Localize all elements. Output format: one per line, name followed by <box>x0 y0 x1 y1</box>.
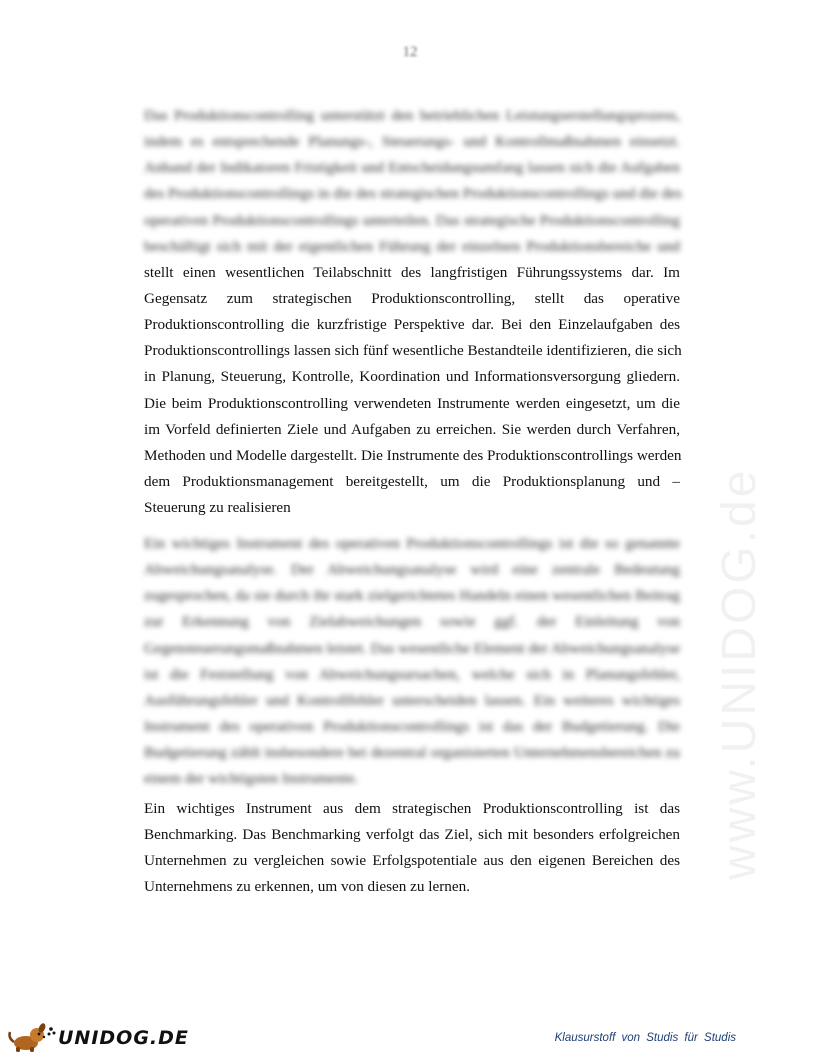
blurred-text-line: Das Produktionscontrolling unterstützt den betrieblichen Leistungserstellungsprozess, <box>144 107 680 124</box>
blurred-text-line: ist die Feststellung von Abweichungsursachen, welche sich in Planungsfehler, <box>144 665 680 683</box>
blurred-text-line: Budgetierung zählt insbesondere bei dezentral organisierten Unternehmensbereichen zu <box>144 744 680 762</box>
blurred-text-line: Anhand der Indikatoren Fristigkeit und Entscheidungsumfang lassen sich die Aufgaben <box>144 159 680 177</box>
paragraph-2 <box>144 531 680 792</box>
text-line: Produktionscontrollings lassen sich fünf wesentliche Bestandteile identifizieren, die sich <box>144 342 682 360</box>
text-line: Gegensatz zum strategischen Produktionscontrolling, stellt das operative <box>144 289 680 307</box>
logo-text: UNIDOG.DE <box>58 1027 189 1049</box>
blurred-text-line: Gegensteuerungsmaßnahmen leistet. Das wesentliche Element der Abweichungsanalyse <box>144 639 680 657</box>
footer-logo[interactable] <box>6 1024 189 1052</box>
dog-mascot-icon <box>6 1024 56 1052</box>
text-line: Steuerung zu realisieren <box>144 499 291 517</box>
blurred-text-line: zugesprochen, da sie durch ihr stark zielgerichtetes Handeln einen wesentlichen Beitrag <box>144 587 680 605</box>
text-line: Die beim Produktionscontrolling verwendeten Instrumente werden eingesetzt, um die <box>144 394 680 412</box>
text-line: Benchmarking. Das Benchmarking verfolgt das Ziel, sich mit besonders erfolgreichen <box>144 826 680 844</box>
blurred-text-line: indem es entsprechende Planungs-, Steuerungs- und Kontrollmaßnahmen einsetzt. <box>144 133 680 151</box>
text-line: Produktionscontrolling die kurzfristige Perspektive dar. Bei den Einzelaufgaben des <box>144 316 680 334</box>
watermark: www.UNIDOG.de <box>713 467 766 880</box>
blurred-text-line: Instrument des operativen Produktionscontrollings ist das der Budgetierung. Die <box>144 717 680 735</box>
blurred-text-line: des Produktionscontrollings in die des strategischen Produktionscontrollings und die des <box>144 185 682 203</box>
text-line: im Vorfeld definierten Ziele und Aufgaben zu erreichen. Sie werden durch Verfahren, <box>144 420 680 438</box>
blurred-text-line: einem der wichtigsten Instrumente. <box>144 770 359 788</box>
paragraph-1 <box>144 103 680 521</box>
blurred-text-line: Ausführungsfehler und Kontrollfehler unterscheiden lassen. Ein weiteres wichtiges <box>144 691 680 709</box>
text-line: Unternehmens zu erkennen, um von diesen zu lernen. <box>144 878 470 896</box>
text-line: Methoden und Modelle dargestellt. Die Instrumente des Produktionscontrollings werden <box>144 446 682 464</box>
blurred-text-line: zur Erkennung von Zielabweichungen sowie ggf. der Einleitung von <box>144 613 680 631</box>
text-line: in Planung, Steuerung, Kontrolle, Koordination und Informationsversorgung gliedern. <box>144 368 680 386</box>
paragraph-3 <box>144 796 680 901</box>
text-line: Ein wichtiges Instrument aus dem strategischen Produktionscontrolling ist das <box>144 800 680 817</box>
blurred-text-line: Abweichungsanalyse. Der Abweichungsanalyse wird eine zentrale Bedeutung <box>144 561 680 579</box>
blurred-text-line: Ein wichtiges Instrument des operativen Produktionscontrollings ist die so genannte <box>144 535 680 552</box>
page-number: 12 <box>402 44 418 60</box>
blurred-text-line: beschäftigt sich mit der eigentlichen Führung der einzelnen Produktionsbereiche und <box>144 237 680 255</box>
text-line: dem Produktionsmanagement bereitgestellt, um die Produktionsplanung und – <box>144 472 680 490</box>
text-line: stellt einen wesentlichen Teilabschnitt des langfristigen Führungssystems dar. Im <box>144 263 680 281</box>
blurred-text-line: operativen Produktionscontrollings unterteilen. Das strategische Produktionscontrolling <box>144 211 680 229</box>
text-line: Unternehmen zu vergleichen sowie Erfolgspotentiale aus den eigenen Bereichen des <box>144 852 680 870</box>
footer-slogan: Klausurstoff von Studis für Studis <box>554 1032 736 1044</box>
